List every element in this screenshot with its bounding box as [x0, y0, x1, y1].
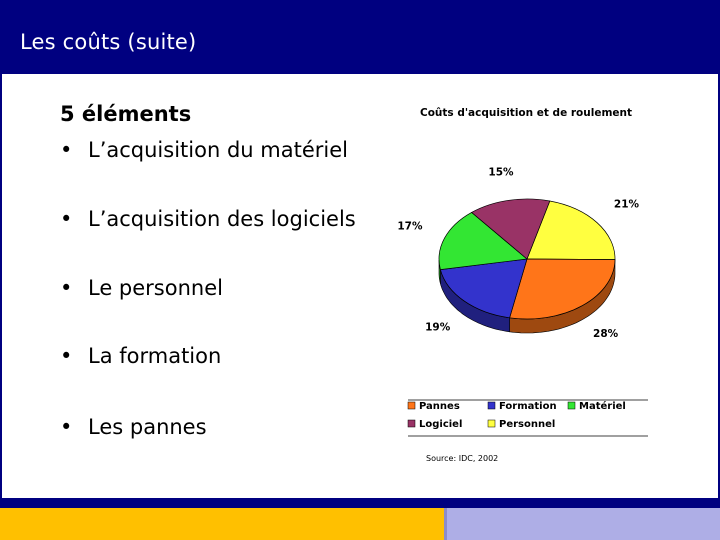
legend-swatch-formation [488, 402, 495, 409]
legend-label-pannes: Pannes [419, 401, 460, 412]
legend-swatch-pannes [408, 402, 415, 409]
bullet-text: Les pannes [88, 415, 207, 439]
bullet-dot: • [60, 344, 73, 368]
slide-title: Les coûts (suite) [20, 30, 197, 54]
bullet-dot: • [60, 138, 73, 162]
pie-label-pannes: 28% [593, 328, 619, 341]
bullet-dot: • [60, 207, 73, 231]
legend-label-personnel: Personnel [499, 419, 556, 430]
legend-label-matériel: Matériel [579, 401, 626, 412]
pie-label-matériel: 17% [397, 220, 423, 233]
title-bar [0, 0, 720, 74]
pie-chart [392, 98, 650, 468]
legend-swatch-logiciel [408, 420, 415, 427]
legend-swatch-personnel [488, 420, 495, 427]
bullet-dot: • [60, 276, 73, 300]
content-heading: 5 éléments [60, 102, 192, 126]
legend-label-logiciel: Logiciel [419, 419, 463, 430]
bullet-text: Le personnel [88, 276, 223, 300]
footer-bar-left [0, 508, 444, 540]
legend-swatch-matériel [568, 402, 575, 409]
pie-label-formation: 19% [425, 321, 451, 334]
bullet-text: L’acquisition du matériel [88, 138, 348, 162]
legend-label-formation: Formation [499, 401, 557, 412]
bullet-text: La formation [88, 344, 222, 368]
bullet-item [60, 275, 223, 301]
bullet-text: L’acquisition des logiciels [88, 207, 356, 231]
bullet-item [60, 343, 221, 369]
chart-legend [408, 400, 648, 436]
chart-source: Source: IDC, 2002 [426, 454, 499, 463]
bullet-item [60, 206, 356, 232]
footer-bar-right [444, 508, 720, 540]
pie-slice-pannes [510, 259, 615, 319]
pie-label-personnel: 21% [613, 198, 640, 211]
bullet-dot: • [60, 415, 73, 439]
pie-slices [439, 199, 615, 319]
chart-title: Coûts d'acquisition et de roulement [420, 107, 632, 119]
bullet-item [60, 414, 207, 440]
pie-label-logiciel: 15% [488, 166, 514, 179]
bullet-item [60, 137, 348, 163]
